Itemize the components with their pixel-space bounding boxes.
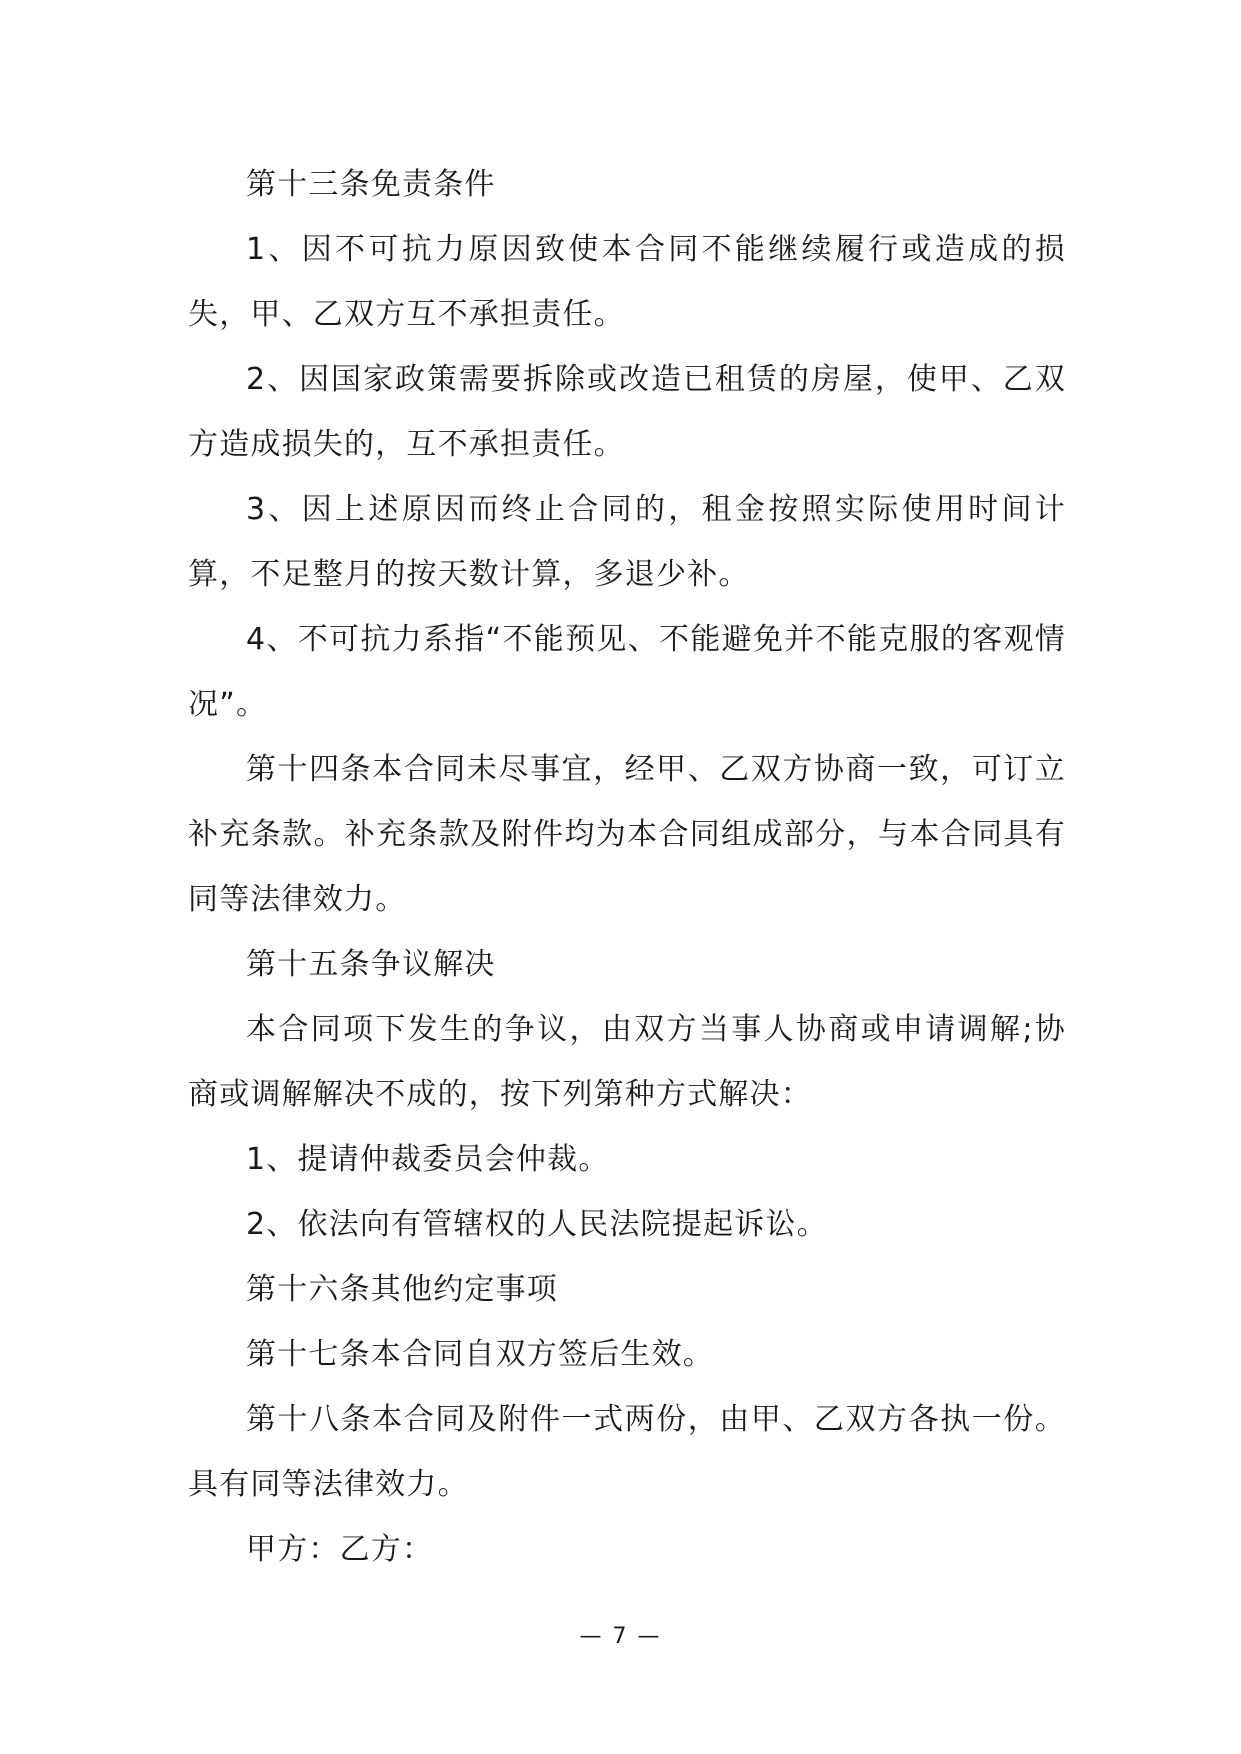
article-15-item-2: 2、依法向有管辖权的人民法院提起诉讼。: [246, 1207, 828, 1242]
article-18-paragraph: 第十八条本合同及附件一式两份，由甲、乙双方各执一份。具有同等法律效力。: [188, 1402, 1066, 1502]
article-13-item-1: 1、因不可抗力原因致使本合同不能继续履行或造成的损失，甲、乙双方互不承担责任。: [188, 232, 1066, 332]
article-13-item-4: 4、不可抗力系指“不能预见、不能避免并不能克服的客观情况”。: [188, 622, 1066, 722]
article-13-item-3: 3、因上述原因而终止合同的，租金按照实际使用时间计算，不足整月的按天数计算，多退少补。: [188, 492, 1066, 592]
article-15-paragraph: 本合同项下发生的争议，由双方当事人协商或申请调解;协商或调解解决不成的，按下列第种方式解决：: [188, 1012, 1066, 1112]
article-17-paragraph: 第十七条本合同自双方签后生效。: [246, 1337, 714, 1372]
signature-line: 甲方：乙方：: [246, 1532, 434, 1567]
article-13-item-2: 2、因国家政策需要拆除或改造已租赁的房屋，使甲、乙双方造成损失的，互不承担责任。: [188, 362, 1066, 462]
article-14-paragraph: 第十四条本合同未尽事宜，经甲、乙双方协商一致，可订立补充条款。补充条款及附件均为本合同组成部分，与本合同具有同等法律效力。: [188, 752, 1066, 917]
article-16-heading: 第十六条其他约定事项: [246, 1272, 558, 1307]
article-15-heading: 第十五条争议解决: [246, 947, 496, 982]
document-body: [188, 152, 1066, 1582]
article-15-item-1: 1、提请仲裁委员会仲裁。: [246, 1142, 610, 1177]
article-13-heading: 第十三条免责条件: [246, 167, 496, 202]
page-number: — 7 —: [579, 1624, 662, 1649]
